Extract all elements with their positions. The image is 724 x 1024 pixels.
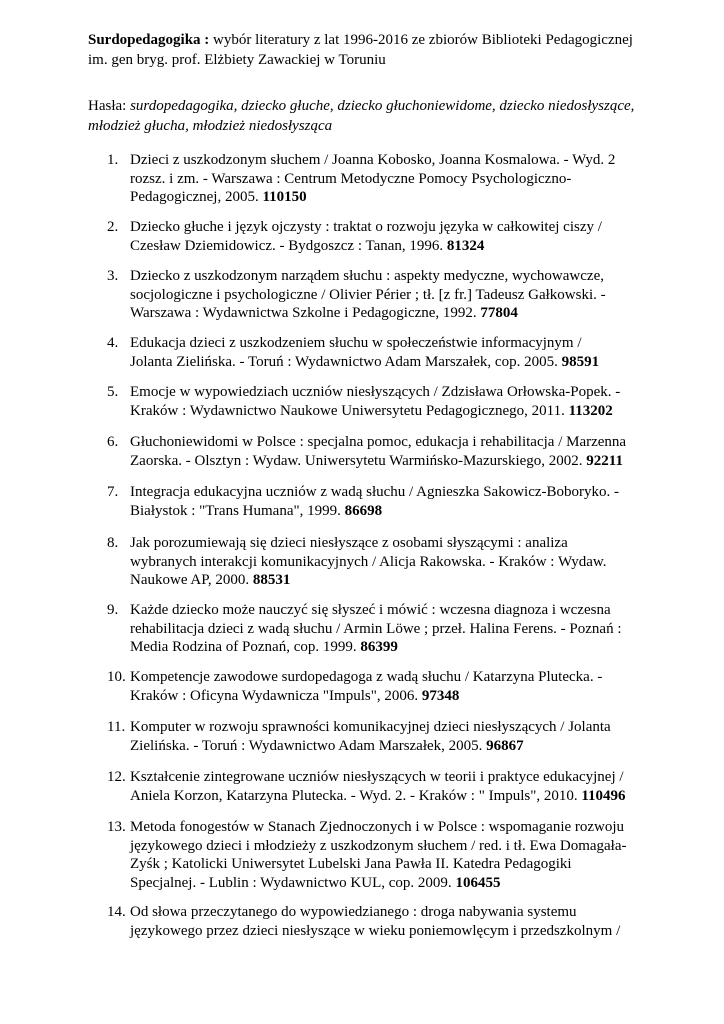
list-item-number: 2. bbox=[107, 219, 119, 235]
entry-signature: 110496 bbox=[581, 787, 626, 804]
entry-description: Każde dziecko może nauczyć się słyszeć i mówić : wczesna diagnoza i wczesna rehabilitacja dzieci z wadą słuchu / Armin Löwe ; przeł. Halina Ferens. - Poznań : Media Rodzina of Poznań, cop. 1999. bbox=[130, 602, 622, 655]
list-item-number: 1. bbox=[107, 152, 119, 168]
entry-signature: 106455 bbox=[455, 874, 501, 891]
document-title-rest: wybór literatury z lat 1996-2016 ze zbiorów Biblioteki Pedagogicznej im. gen bryg. prof. Elżbiety Zawackiej w Toruniu bbox=[88, 32, 633, 68]
entry-signature: 113202 bbox=[568, 402, 613, 419]
entry-description: Dziecko z uszkodzonym narządem słuchu : aspekty medyczne, wychowawcze, socjologiczne i psychologiczne / Olivier Périer ; tł. [z fr.] Tadeusz Gałkowski. - Warszawa : Wydawnictwa Szkolne i Pedagogiczne, 1992. bbox=[130, 268, 606, 321]
list-item-text bbox=[130, 818, 627, 892]
entry-description: Emocje w wypowiedziach uczniów niesłyszących / Zdzisława Orłowska-Popek. - Kraków : Wydawnictwo Naukowe Uniwersytetu Pedagogicznego, 2011. bbox=[130, 384, 621, 419]
entry-description: Dzieci z uszkodzonym słuchem / Joanna Kobosko, Joanna Kosmalowa. - Wyd. 2 rozsz. i zm. - Warszawa : Centrum Metodyczne Pomocy Psychologiczno-Pedagogicznej, 2005. bbox=[130, 152, 616, 205]
entry-description: Metoda fonogestów w Stanach Zjednoczonych i w Polsce : wspomaganie rozwoju językowego dzieci i młodzieży z uszkodzonym słuchem / red. i tł. Ewa Domagała-Zyśk ; Katolicki Uniwersytet Lubelski Jana Pawła II. Katedra Pedagogiki Specjalnej. - Lublin : Wydawnictwo KUL, cop. 2009. bbox=[130, 819, 627, 891]
document-title-bold: Surdopedagogika : bbox=[88, 32, 210, 48]
entry-signature: 97348 bbox=[421, 687, 460, 704]
list-item-number: 10. bbox=[107, 669, 126, 685]
entry-signature: 110150 bbox=[262, 189, 307, 205]
list-item-number: 13. bbox=[107, 819, 126, 835]
keywords-values: surdopedagogika, dziecko głuche, dziecko głuchoniewidome, dziecko niedosłyszące, młodzież głucha, młodzież niedosłysząca bbox=[88, 98, 635, 134]
entry-signature: 81324 bbox=[446, 237, 485, 254]
entry-description: Kształcenie zintegrowane uczniów niesłyszących w teorii i praktyce edukacyjnej / Aniela Korzon, Katarzyna Plutecka. - Wyd. 2. - Kraków : " Impuls", 2010. bbox=[130, 769, 624, 804]
entry-signature: 86399 bbox=[360, 639, 398, 655]
list-item-text bbox=[130, 151, 627, 207]
entry-description: Edukacja dzieci z uszkodzeniem słuchu w społeczeństwie informacyjnym / Jolanta Zielińska. - Toruń : Wydawnictwo Adam Marszałek, cop. 2005. bbox=[130, 335, 582, 370]
entry-description: Kompetencje zawodowe surdopedagoga z wadą słuchu / Katarzyna Plutecka. - Kraków : Oficyna Wydawnicza "Impuls", 2006. bbox=[130, 669, 603, 704]
list-item-text bbox=[130, 218, 627, 255]
entry-description: Od słowa przeczytanego do wypowiedzianego : droga nabywania systemu językowego przez dzieci niesłyszące w wieku poniemowlęcym i przedszkolnym / bbox=[130, 904, 621, 939]
entry-description: Głuchoniewidomi w Polsce : specjalna pomoc, edukacja i rehabilitacja / Marzenna Zaorska. - Olsztyn : Wydaw. Uniwersytetu Warmińsko-Mazurskiego, 2002. bbox=[130, 434, 627, 469]
list-item-number: 4. bbox=[107, 335, 119, 351]
list-item-number: 3. bbox=[107, 268, 119, 284]
entry-description: Komputer w rozwoju sprawności komunikacyjnej dzieci niesłyszących / Jolanta Zielińska. - Toruń : Wydawnictwo Adam Marszałek, 2005. bbox=[130, 719, 611, 754]
entry-signature: 98591 bbox=[561, 353, 600, 370]
entry-description: Integracja edukacyjna uczniów z wadą słuchu / Agnieszka Sakowicz-Boboryko. - Białystok : "Trans Humana", 1999. bbox=[130, 484, 619, 519]
list-item-text bbox=[130, 601, 627, 657]
list-item-number: 8. bbox=[107, 535, 119, 551]
entry-signature: 77804 bbox=[480, 305, 518, 321]
entry-signature: 96867 bbox=[486, 737, 524, 754]
list-item-text bbox=[130, 433, 627, 470]
entry-signature: 88531 bbox=[252, 572, 291, 588]
keywords-line bbox=[88, 96, 648, 136]
entry-signature: 92211 bbox=[586, 452, 623, 469]
entry-description: Jak porozumiewają się dzieci niesłyszące z osobami słyszącymi : analiza wybranych interakcji komunikacyjnych / Alicja Rakowska. - Kraków : Wydaw. Naukowe AP, 2000. bbox=[130, 535, 607, 588]
list-item-number: 7. bbox=[107, 484, 119, 500]
entry-signature: 86698 bbox=[344, 502, 383, 519]
document-header bbox=[88, 30, 648, 70]
list-item-number: 6. bbox=[107, 434, 119, 450]
list-item-text bbox=[130, 718, 627, 755]
list-item-number: 14. bbox=[107, 904, 126, 920]
list-item-number: 5. bbox=[107, 384, 119, 400]
list-item-number: 12. bbox=[107, 769, 126, 785]
list-item-number: 9. bbox=[107, 602, 119, 618]
list-item-text bbox=[130, 483, 627, 520]
list-item-text bbox=[130, 668, 627, 705]
list-item-text bbox=[130, 534, 627, 590]
list-item-text bbox=[130, 903, 627, 940]
list-item-text bbox=[130, 267, 627, 323]
list-item-text bbox=[130, 383, 627, 420]
entry-description: Dziecko głuche i język ojczysty : traktat o rozwoju języka w całkowitej ciszy / Czesław Dziemidowicz. - Bydgoszcz : Tanan, 1996. bbox=[130, 219, 602, 254]
list-item-text bbox=[130, 334, 627, 371]
list-item-number: 11. bbox=[107, 719, 126, 735]
list-item-text bbox=[130, 768, 627, 805]
keywords-label: Hasła: bbox=[88, 98, 131, 114]
